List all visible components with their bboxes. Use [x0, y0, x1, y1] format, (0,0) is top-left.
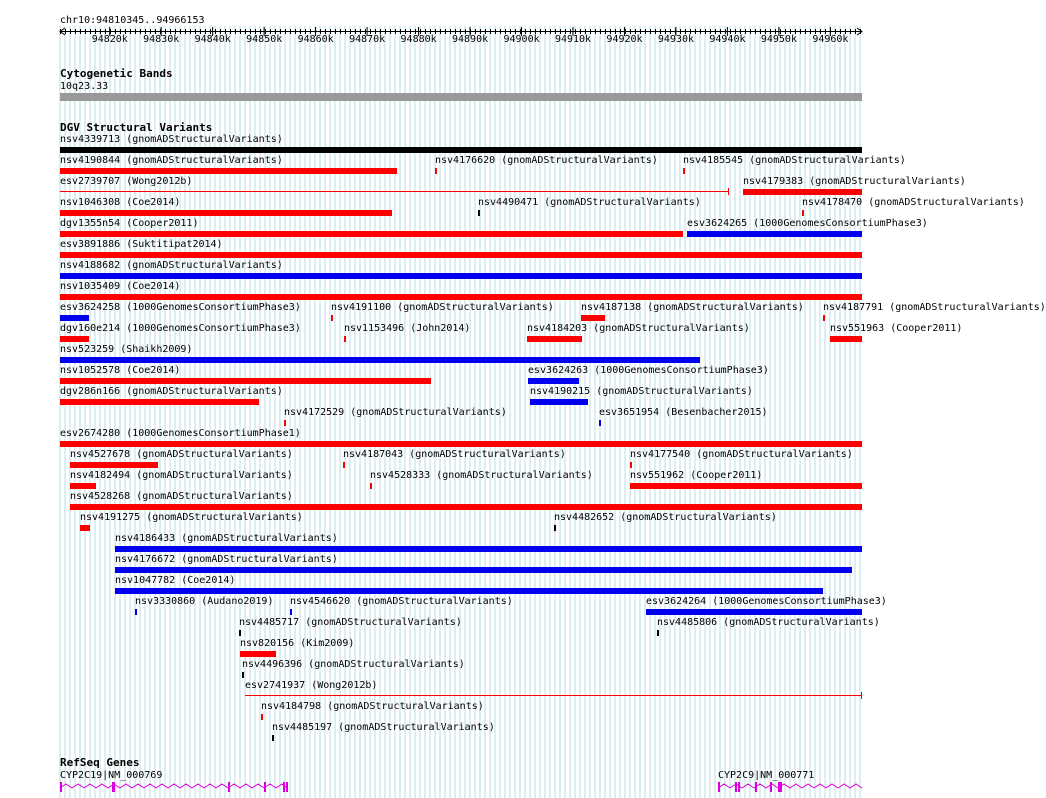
feature-bar[interactable]	[70, 504, 862, 510]
feature-label[interactable]: nsv4187791 (gnomADStructuralVariants)	[823, 302, 1046, 313]
ruler-tick-label: 94830k	[143, 34, 180, 45]
feature-label[interactable]: nsv1035409 (Coe2014)	[60, 281, 181, 292]
feature-label[interactable]: nsv551963 (Cooper2011)	[830, 323, 963, 334]
gene-exon	[228, 782, 230, 792]
gene-exon	[113, 782, 115, 792]
feature-label[interactable]: nsv551962 (Cooper2011)	[630, 470, 763, 481]
feature-bar[interactable]	[830, 336, 862, 342]
feature-label[interactable]: esv3624263 (1000GenomesConsortiumPhase3)	[528, 365, 769, 376]
feature-bar[interactable]	[135, 609, 137, 615]
feature-label[interactable]: nsv1153496 (John2014)	[344, 323, 471, 334]
feature-label[interactable]: dgv1355n54 (Cooper2011)	[60, 218, 199, 229]
feature-bar[interactable]	[599, 420, 601, 426]
dgv-track-title: DGV Structural Variants	[60, 121, 213, 134]
feature-label[interactable]: nsv4184798 (gnomADStructuralVariants)	[261, 701, 484, 712]
feature-label[interactable]: nsv4187138 (gnomADStructuralVariants)	[581, 302, 804, 313]
feature-label[interactable]: nsv4528333 (gnomADStructuralVariants)	[370, 470, 593, 481]
cytoband-bar[interactable]	[60, 93, 862, 101]
feature-bar[interactable]	[630, 483, 862, 489]
feature-label[interactable]: nsv4187043 (gnomADStructuralVariants)	[343, 449, 566, 460]
feature-bar[interactable]	[60, 147, 862, 153]
feature-label[interactable]: nsv4184203 (gnomADStructuralVariants)	[527, 323, 750, 334]
ruler-tick-label: 94900k	[503, 34, 540, 45]
feature-bar[interactable]	[554, 525, 556, 531]
feature-bar[interactable]	[290, 609, 292, 615]
cytoband-track-title: Cytogenetic Bands	[60, 67, 173, 80]
gene-exon	[755, 782, 757, 792]
feature-bar[interactable]	[528, 378, 579, 384]
feature-label[interactable]: nsv820156 (Kim2009)	[240, 638, 355, 649]
feature-bar[interactable]	[646, 609, 862, 615]
cytoband-label: 10q23.33	[60, 81, 109, 92]
feature-bar[interactable]	[370, 483, 372, 489]
feature-label[interactable]: nsv1047782 (Coe2014)	[115, 575, 236, 586]
refseq-gene-models[interactable]	[0, 780, 890, 798]
feature-bar[interactable]	[657, 630, 659, 636]
feature-label[interactable]: nsv4178470 (gnomADStructuralVariants)	[802, 197, 1025, 208]
feature-bar[interactable]	[261, 714, 263, 720]
feature-bar[interactable]	[80, 525, 90, 531]
feature-bar[interactable]	[530, 399, 588, 405]
feature-label[interactable]: esv2739707 (Wong2012b)	[60, 176, 193, 187]
feature-bar[interactable]	[60, 168, 397, 174]
feature-bar[interactable]	[60, 191, 729, 192]
feature-label[interactable]: nsv3330860 (Audano2019)	[135, 596, 274, 607]
feature-label[interactable]: nsv4485197 (gnomADStructuralVariants)	[272, 722, 495, 733]
feature-label[interactable]: nsv4191275 (gnomADStructuralVariants)	[80, 512, 303, 523]
feature-bar[interactable]	[823, 315, 825, 321]
feature-bar[interactable]	[60, 210, 392, 216]
ruler-tick-label: 94880k	[400, 34, 437, 45]
feature-label[interactable]: esv3624264 (1000GenomesConsortiumPhase3)	[646, 596, 887, 607]
ruler-tick-label: 94920k	[606, 34, 643, 45]
feature-label[interactable]: nsv1046308 (Coe2014)	[60, 197, 181, 208]
ruler-tick-label: 94860k	[297, 34, 334, 45]
feature-label[interactable]: nsv4496396 (gnomADStructuralVariants)	[242, 659, 465, 670]
feature-label[interactable]: esv2741937 (Wong2012b)	[245, 680, 378, 691]
gene-exon	[60, 782, 62, 792]
feature-bar[interactable]	[630, 462, 632, 468]
feature-label[interactable]: dgv160e214 (1000GenomesConsortiumPhase3)	[60, 323, 301, 334]
feature-label[interactable]: dgv286n166 (gnomADStructuralVariants)	[60, 386, 283, 397]
feature-label[interactable]: nsv4176620 (gnomADStructuralVariants)	[435, 155, 658, 166]
feature-bar[interactable]	[435, 168, 437, 174]
feature-bar[interactable]	[60, 378, 431, 384]
feature-label[interactable]: nsv4546620 (gnomADStructuralVariants)	[290, 596, 513, 607]
feature-label[interactable]: nsv1052578 (Coe2014)	[60, 365, 181, 376]
feature-bar[interactable]	[70, 462, 158, 468]
gene-exon	[735, 782, 737, 792]
feature-label[interactable]: esv3651954 (Besenbacher2015)	[599, 407, 768, 418]
ruler[interactable]	[0, 26, 890, 40]
feature-bar[interactable]	[60, 399, 259, 405]
gene-exon	[286, 782, 288, 792]
feature-bar[interactable]	[60, 231, 683, 237]
feature-label[interactable]: nsv4172529 (gnomADStructuralVariants)	[284, 407, 507, 418]
feature-bar[interactable]	[240, 651, 276, 657]
feature-label[interactable]: nsv4528268 (gnomADStructuralVariants)	[70, 491, 293, 502]
feature-bar[interactable]	[242, 672, 244, 678]
feature-label[interactable]: nsv4485717 (gnomADStructuralVariants)	[239, 617, 462, 628]
feature-label[interactable]: nsv4176672 (gnomADStructuralVariants)	[115, 554, 338, 565]
feature-bar[interactable]	[581, 315, 605, 321]
feature-bar[interactable]	[115, 546, 862, 552]
ruler-tick-label: 94840k	[194, 34, 231, 45]
feature-bar[interactable]	[60, 336, 89, 342]
gene-label-cyp2c9[interactable]: CYP2C9|NM_000771	[718, 770, 815, 781]
feature-bar[interactable]	[527, 336, 582, 342]
feature-label[interactable]: nsv4527678 (gnomADStructuralVariants)	[70, 449, 293, 460]
feature-label[interactable]: nsv523259 (Shaikh2009)	[60, 344, 193, 355]
feature-label[interactable]: esv3624265 (1000GenomesConsortiumPhase3)	[687, 218, 928, 229]
feature-bar[interactable]	[70, 483, 96, 489]
ruler-tick-label: 94910k	[554, 34, 592, 45]
feature-bar[interactable]	[478, 210, 480, 216]
locus-label: chr10:94810345..94966153	[60, 15, 205, 26]
gene-exon	[738, 782, 740, 792]
feature-bar[interactable]	[331, 315, 333, 321]
feature-bar[interactable]	[60, 315, 89, 321]
feature-bar[interactable]	[115, 588, 823, 594]
feature-label[interactable]: nsv4190844 (gnomADStructuralVariants)	[60, 155, 283, 166]
feature-bar[interactable]	[245, 695, 862, 696]
gene-intron-line	[60, 784, 287, 788]
feature-label[interactable]: nsv4490471 (gnomADStructuralVariants)	[478, 197, 701, 208]
gene-exon	[718, 782, 720, 792]
feature-label[interactable]: nsv4485806 (gnomADStructuralVariants)	[657, 617, 880, 628]
feature-label[interactable]: nsv4339713 (gnomADStructuralVariants)	[60, 134, 283, 145]
feature-label[interactable]: nsv4185545 (gnomADStructuralVariants)	[683, 155, 906, 166]
feature-bar[interactable]	[60, 252, 862, 258]
feature-bar[interactable]	[687, 231, 862, 237]
feature-label[interactable]: nsv4188682 (gnomADStructuralVariants)	[60, 260, 283, 271]
gene-label-cyp2c19[interactable]: CYP2C19|NM_000769	[60, 770, 163, 781]
feature-bar[interactable]	[239, 630, 241, 636]
feature-bar[interactable]	[284, 420, 286, 426]
ruler-tick-label: 94820k	[91, 34, 128, 45]
refseq-track-title: RefSeq Genes	[60, 756, 140, 769]
ruler-tick-label: 94950k	[760, 34, 797, 45]
feature-label[interactable]: nsv4179383 (gnomADStructuralVariants)	[743, 176, 966, 187]
gene-exon	[780, 782, 782, 792]
gene-exon	[778, 782, 780, 792]
feature-bar[interactable]	[272, 735, 274, 741]
gene-exon	[264, 782, 266, 792]
feature-label[interactable]: esv2674280 (1000GenomesConsortiumPhase1)	[60, 428, 301, 439]
feature-label[interactable]: esv3624258 (1000GenomesConsortiumPhase3)	[60, 302, 301, 313]
feature-bar[interactable]	[343, 462, 345, 468]
ruler-tick-label: 94960k	[812, 34, 849, 45]
ruler-tick-label: 94890k	[452, 34, 489, 45]
feature-bar[interactable]	[683, 168, 685, 174]
feature-label[interactable]: esv3891886 (Suktitipat2014)	[60, 239, 223, 250]
feature-label[interactable]: nsv4190215 (gnomADStructuralVariants)	[530, 386, 753, 397]
feature-bar[interactable]	[743, 189, 862, 195]
ruler-tick-label: 94930k	[657, 34, 695, 45]
ruler-tick-label: 94850k	[246, 34, 283, 45]
feature-label[interactable]: nsv4482652 (gnomADStructuralVariants)	[554, 512, 777, 523]
gene-exon	[770, 782, 772, 792]
feature-bar[interactable]	[802, 210, 804, 216]
feature-bar[interactable]	[344, 336, 346, 342]
gene-exon	[283, 782, 285, 792]
feature-bar[interactable]	[60, 273, 862, 279]
feature-bar[interactable]	[115, 567, 852, 573]
feature-bar[interactable]	[60, 441, 862, 447]
feature-label[interactable]: nsv4191100 (gnomADStructuralVariants)	[331, 302, 554, 313]
feature-label[interactable]: nsv4182494 (gnomADStructuralVariants)	[70, 470, 293, 481]
feature-label[interactable]: nsv4186433 (gnomADStructuralVariants)	[115, 533, 338, 544]
feature-bar[interactable]	[60, 357, 700, 363]
ruler-tick-label: 94870k	[349, 34, 386, 45]
ruler-tick-label: 94940k	[709, 34, 746, 45]
feature-bar[interactable]	[60, 294, 862, 300]
feature-label[interactable]: nsv4177540 (gnomADStructuralVariants)	[630, 449, 853, 460]
